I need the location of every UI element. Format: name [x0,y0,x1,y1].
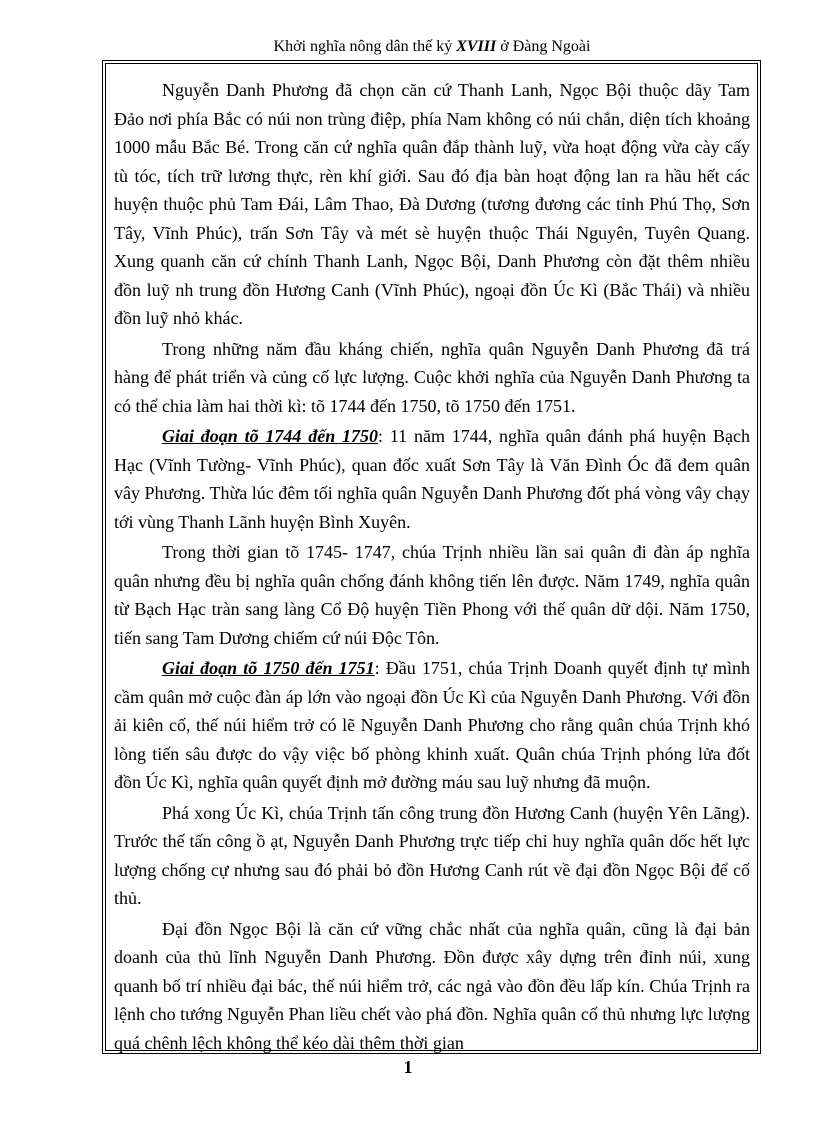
paragraph-huong-canh: Phá xong Úc Kì, chúa Trịnh tấn công trung đồn Hương Canh (huyện Yên Lãng). Trước thế tấn công ồ ạt, Nguyễn Danh Phương trực tiếp chỉ huy nghĩa quân dốc hết lực lượng chống cự nhưng sau đó phải bỏ đồn Hương Canh rút về đại đồn Ngọc Bội để cố thủ. [114,802,750,908]
paragraph-early-years: Trong những năm đầu kháng chiến, nghĩa quân Nguyễn Danh Phương đã trá hàng để phát triển và củng cố lực lượng. Cuộc khởi nghĩa của Nguyễn Danh Phương ta có thể chia làm hai thời kì: tõ 1744 đến 1750, tõ 1750 đến 1751. [114,338,750,416]
paragraph-1745-1750: Trong thời gian tõ 1745- 1747, chúa Trịnh nhiều lần sai quân đi đàn áp nghĩa quân nhưng đều bị nghĩa quân chống đánh không tiến lên được. Năm 1749, nghĩa quân từ Bạch Hạc tràn sang làng Cổ Độ huyện Tiền Phong với thế quân dữ dội. Năm 1750, tiến sang Tam Dương chiếm cứ núi Độc Tôn. [114,542,750,648]
paragraph-phase-1 [114,422,750,536]
header-text-end: ở Đàng Ngoài [496,38,591,55]
document-body [114,76,750,1059]
paragraph-ngoc-boi: Đại đồn Ngọc Bội là căn cứ vững chắc nhất của nghĩa quân, cũng là đại bản doanh của thủ lĩnh Nguyễn Danh Phương. Đồn được xây dựng trên đỉnh núi, xung quanh bố trí nhiều đại bác, thế núi hiểm trở, các ngả vào đồn đều lấp kín. Chúa Trịnh ra lệnh cho tướng Nguyễn Phan liều chết vào phá đồn. Nghĩa quân cố thủ nhưng lực lượng quá chênh lệch không thể kéo dài thêm thời gian [114,918,750,1053]
paragraph-phase-2 [114,654,750,797]
phase-2-title: Giai đoạn tõ 1750 đến 1751 [162,658,375,678]
phase-2-text: : Đầu 1751, chúa Trịnh Doanh quyết định tự mình cầm quân mở cuộc đàn áp lớn vào ngoại đồn Úc Kì của Nguyễn Danh Phương. Với đồn ải kiên cố, thế núi hiểm trở có lẽ Nguyễn Danh Phương cho rằng quân chúa Trịnh khó lòng tiến sâu được do vậy việc bố phòng khinh xuất. Quân chúa Trịnh phóng lửa đốt đồn Úc Kì, nghĩa quân quyết định mở đường máu sau luỹ nhưng đã muộn. [114,658,750,792]
phase-1-title: Giai đoạn tõ 1744 đến 1750 [162,426,379,446]
phase-1-text: : 11 năm 1744, nghĩa quân đánh phá huyện Bạch Hạc (Vĩnh Tường- Vĩnh Phúc), quan đốc xuất Sơn Tây là Văn Đình Óc đã đem quân vây Phương. Thừa lúc đêm tối nghĩa quân Nguyễn Danh Phương đốt phá vòng vây chạy tới vùng Thanh Lãnh huyện Bình Xuyên. [114,426,750,532]
header-text-start: Khởi nghĩa nông dân thế kỷ [273,38,457,55]
paragraph-base: Nguyễn Danh Phương đã chọn căn cứ Thanh Lanh, Ngọc Bội thuộc dãy Tam Đảo nơi phía Bắc có núi non trùng điệp, phía Nam không có núi chắn, diện tích khoảng 1000 mẫu Bắc Bé. Trong căn cứ nghĩa quân đắp thành luỹ, vừa hoạt động vừa cày cấy tù tóc, tích trữ lương thực, rèn khí giới. Sau đó địa bàn hoạt động lan ra hầu hết các huyện thuộc phủ Tam Đái, Lâm Thao, Đà Dương (tương đương các tỉnh Phú Thọ, Sơn Tây, Vĩnh Phúc), trấn Sơn Tây và mét sè huyện thuộc Thái Nguyên, Tuyên Quang. Xung quanh căn cứ chính Thanh Lanh, Ngọc Bội, Danh Phương còn đặt thêm nhiều đồn luỹ nh trung đồn Hương Canh (Vĩnh Phúc), ngoại đồn Úc Kì (Bắc Thái) và nhiều đồn luỹ nhỏ khác. [114,80,750,328]
page-number: 1 [403,1057,413,1077]
header-century: XVIII [456,38,497,55]
page-header [102,36,762,58]
